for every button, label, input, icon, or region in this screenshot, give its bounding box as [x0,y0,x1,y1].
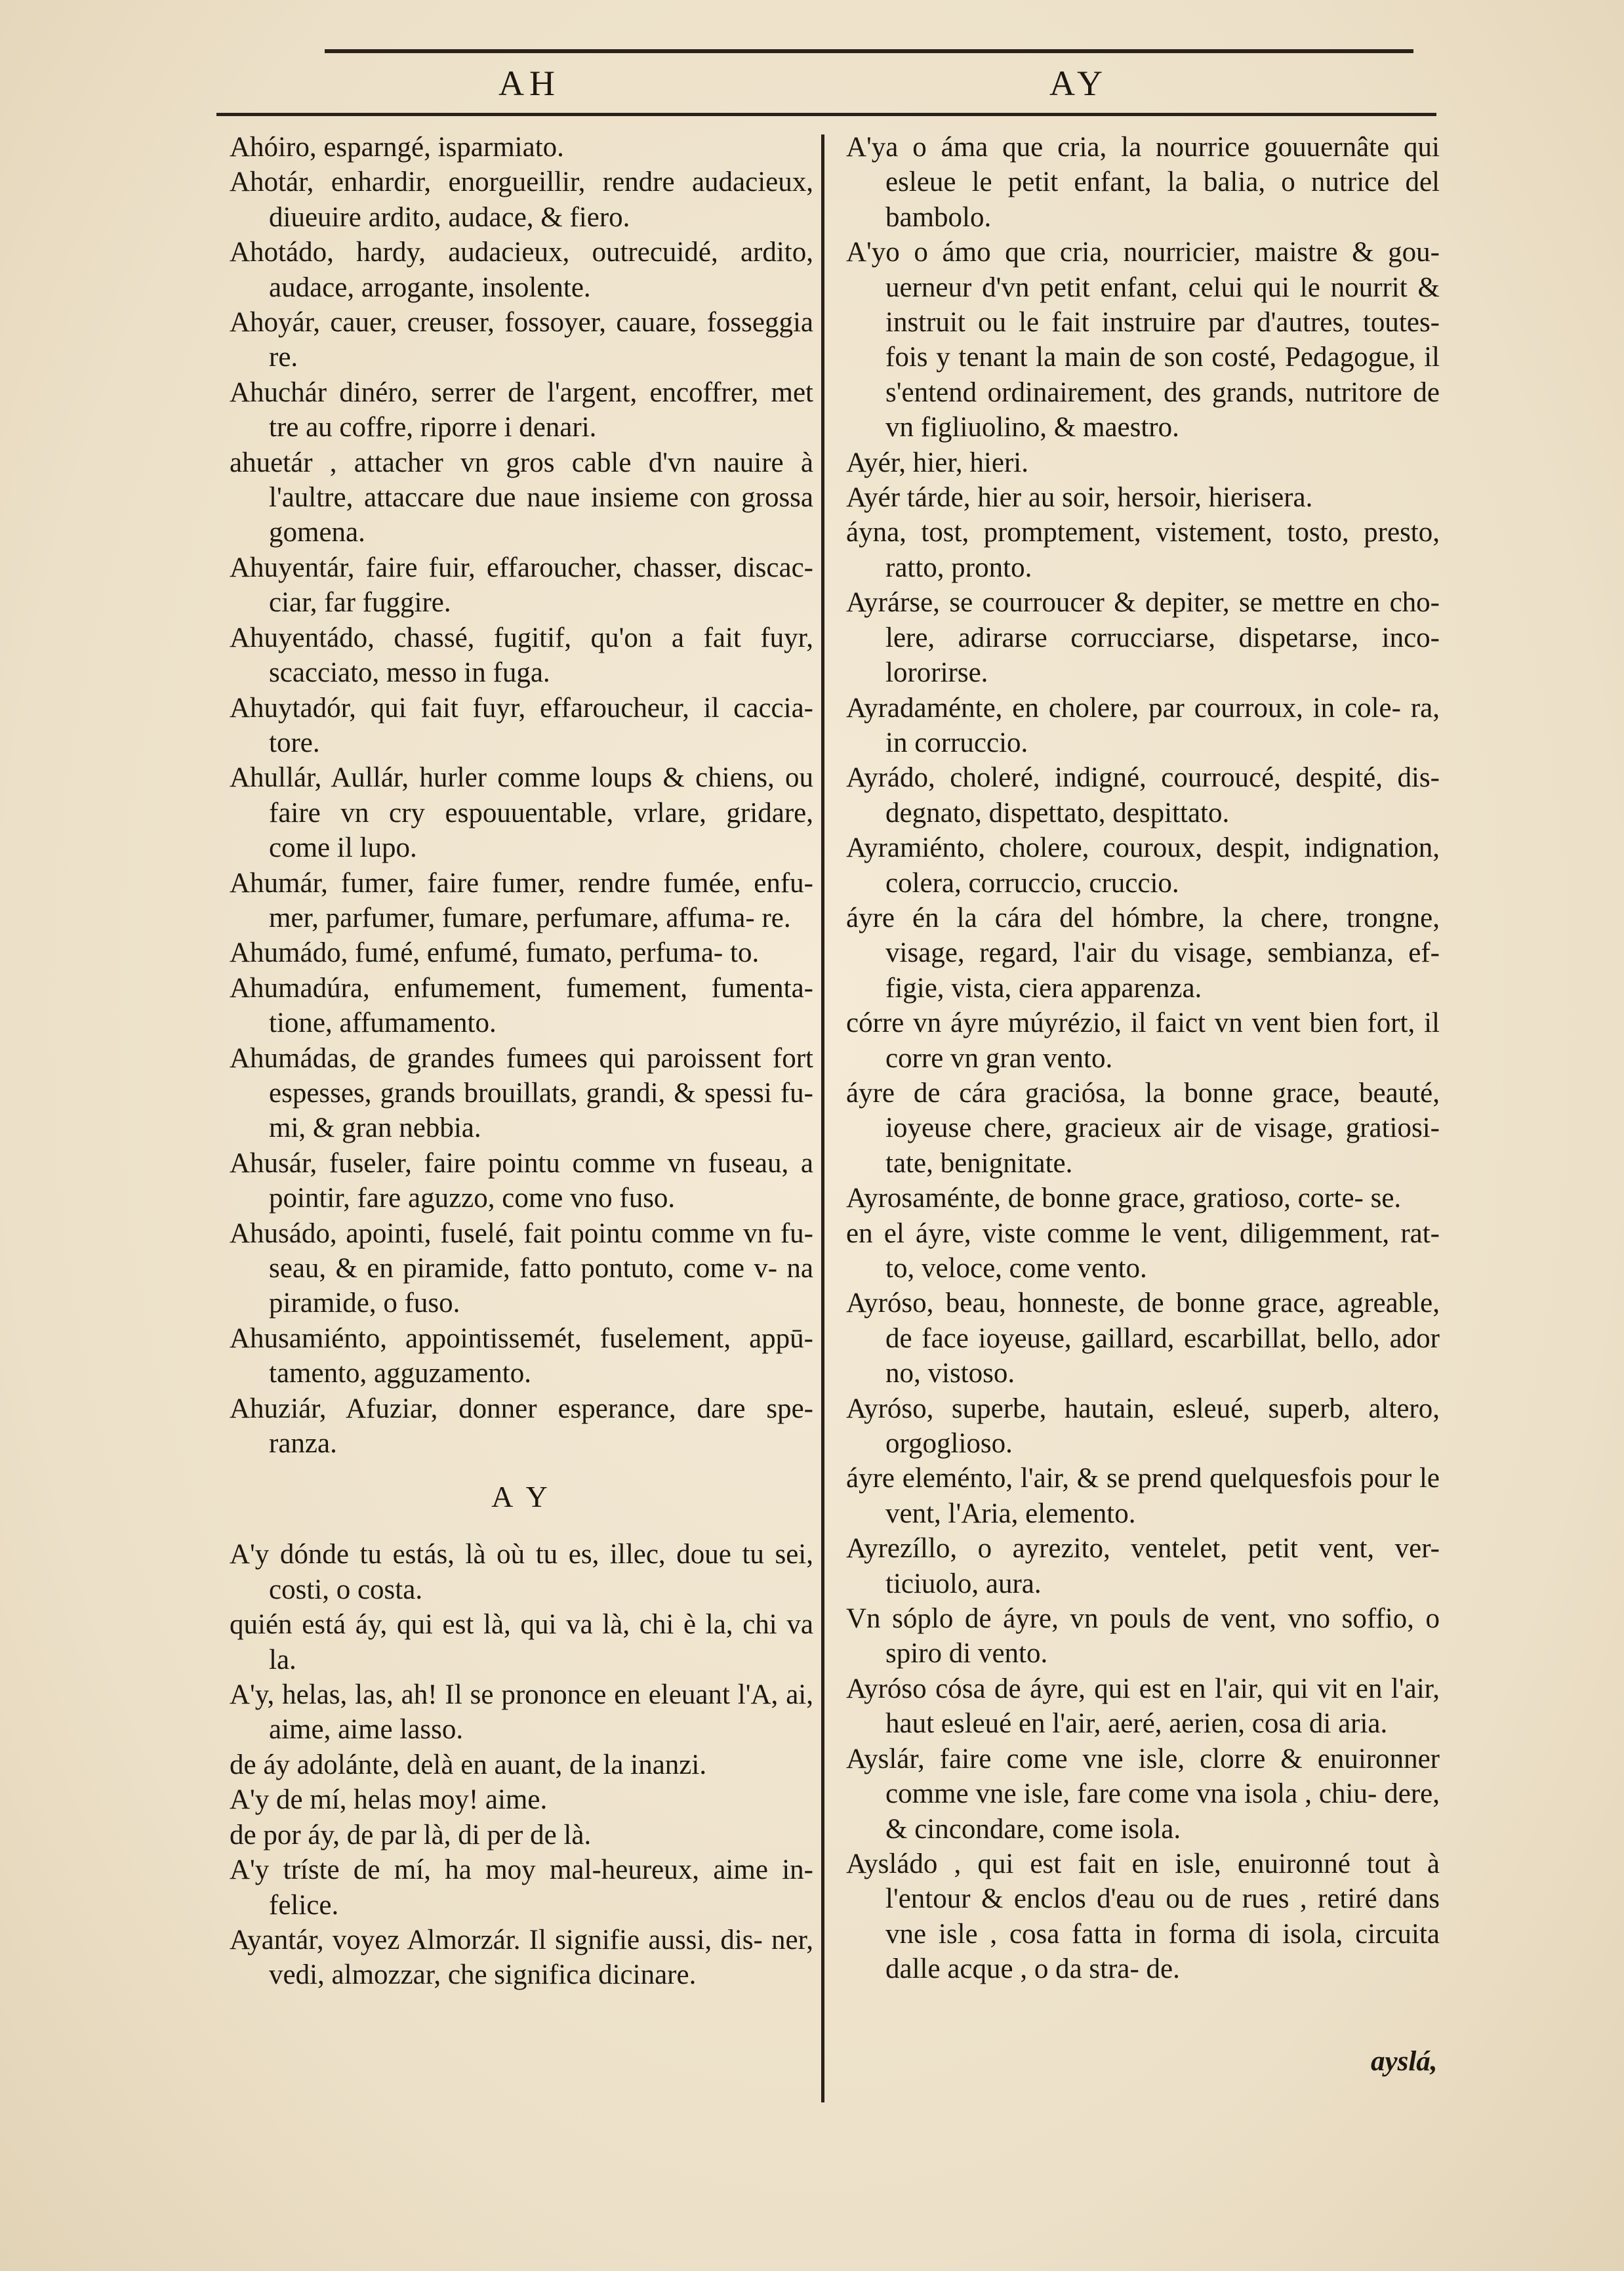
dictionary-entry: A'y tríste de mí, ha moy mal-heureux, aime in- felice. [230,1854,813,1921]
dictionary-entry: Ahotár, enhardir, enorgueillir, rendre audacieux, diueuire ardito, audace, & fiero. [230,167,813,233]
dictionary-entry: A'ya o áma que cria, la nourrice gouuernâte qui esleue le petit enfant, la balia, o nutrice del bambolo. [846,132,1440,233]
dictionary-entry: ahuetár , attacher vn gros cable d'vn nauire à l'aultre, attaccare due naue insieme con grossa gomena. [230,447,813,548]
left-column [230,130,813,1993]
dictionary-entry: Ayróso cósa de áyre, qui est en l'air, qui vit en l'air, haut esleué en l'air, aeré, aerien, cosa di aria. [846,1673,1440,1740]
dictionary-entry: Ahumár, fumer, faire fumer, rendre fumée, enfu- mer, parfumer, fumare, perfumare, affuma- re. [230,867,813,933]
header-rule-top [325,49,1413,53]
dictionary-entry: quién está áy, qui est là, qui va là, chi è la, chi va la. [230,1609,813,1675]
dictionary-entry: A'y dónde tu estás, là où tu es, illec, doue tu sei, costi, o costa. [230,1539,813,1605]
catchword: ayslá, [1371,2046,1438,2077]
dictionary-entry: áyre eleménto, l'air, & se prend quelquesfois pour le vent, l'Aria, elemento. [846,1463,1440,1529]
dictionary-entry: A'yo o ámo que cria, nourricier, maistre & gou- uerneur d'vn petit enfant, celui qui le nourrit & instruit ou le fait instruire par d'autres, toutes- fois y tenant la main de son costé, Pedagogue, il s'entend ordinairement, des grands, nutritore de vn figliuolino, & maestro. [846,237,1440,443]
dictionary-entry: Ahumádo, fumé, enfumé, fumato, perfuma- to. [230,937,760,969]
header-rule-bottom [216,113,1436,116]
dictionary-entry: Ayér tárde, hier au soir, hersoir, hierisera. [846,482,1313,514]
dictionary-entry: Ahotádo, hardy, audacieux, outrecuidé, ardito, audace, arrogante, insolente. [230,237,813,303]
dictionary-entry: Vn sóplo de áyre, vn pouls de vent, vno soffio, o spiro di vento. [846,1603,1440,1669]
dictionary-entry: Ahuchár dinéro, serrer de l'argent, encoffrer, met tre au coffre, riporre i denari. [230,377,813,443]
dictionary-entry: Ayrádo, choleré, indigné, courroucé, despité, dis- degnato, dispettato, despittato. [846,762,1440,829]
dictionary-entry: Ahumadúra, enfumement, fumement, fumenta- tione, affumamento. [230,972,813,1039]
dictionary-entry: Ahuziár, Afuziar, donner esperance, dare spe- ranza. [230,1393,813,1460]
dictionary-entry: Ahuyentádo, chassé, fugitif, qu'on a fait fuyr, scacciato, messo in fuga. [230,622,813,689]
dictionary-entry: Ayróso, superbe, hautain, esleué, superb, altero, orgoglioso. [846,1393,1440,1460]
dictionary-entry: Ahusádo, apointi, fuselé, fait pointu comme vn fu- seau, & en piramide, fatto pontuto, come v- na piramide, o fuso. [230,1217,813,1319]
column-divider [821,134,824,2102]
dictionary-entry: Ayantár, voyez Almorzár. Il signifie aussi, dis- ner, vedi, almozzar, che significa dicinare. [230,1924,813,1991]
dictionary-entry: Ahuytadór, qui fait fuyr, effaroucheur, il caccia- tore. [230,692,813,758]
dictionary-entry: Ayramiénto, cholere, couroux, despit, indignation, colera, corruccio, cruccio. [846,832,1440,899]
dictionary-entry: Ayrárse, se courroucer & depiter, se mettre en cho- lere, adirarse corrucciarse, dispetarse, inco- lororirse. [846,587,1440,689]
dictionary-entry: Ahuyentár, faire fuir, effaroucher, chasser, discac- ciar, far fuggire. [230,552,813,619]
dictionary-entry: en el áyre, viste comme le vent, diligemment, rat- to, veloce, come vento. [846,1217,1440,1284]
dictionary-entry: áyre én la cára del hómbre, la chere, trongne, visage, regard, l'air du visage, sembianza, ef- figie, vista, ciera apparenza. [846,902,1440,1004]
dictionary-entry: áyna, tost, promptement, vistement, tosto, presto, ratto, pronto. [846,517,1440,583]
dictionary-entry: de por áy, de par là, di per de là. [230,1819,592,1851]
dictionary-entry: Ahumádas, de grandes fumees qui paroissent fort espesses, grands brouillats, grandi, & spessi fu- mi, & gran nebbia. [230,1042,813,1144]
right-column [846,130,1440,1987]
dictionary-entry: Ayslár, faire come vne isle, clorre & enuironner comme vne isle, fare come vna isola , chiu- dere, & cincondare, come isola. [846,1743,1440,1845]
dictionary-entry: Ayér, hier, hieri. [846,447,1028,478]
dictionary-entry: Ahullár, Aullár, hurler comme loups & chiens, ou faire vn cry espouuentable, vrlare, gridare, come il lupo. [230,762,813,864]
dictionary-entry: Ayróso, beau, honneste, de bonne grace, agreable, de face ioyeuse, gaillard, escarbillat, bello, ador no, vistoso. [846,1288,1440,1389]
dictionary-entry: Ahusamiénto, appointissemét, fuselement, appū- tamento, agguzamento. [230,1322,813,1389]
section-heading: A Y [491,1480,552,1514]
dictionary-entry: A'y de mí, helas moy! aime. [230,1784,548,1816]
dictionary-entry: Ahóiro, esparngé, isparmiato. [230,132,564,163]
dictionary-entry: Ahusár, fuseler, faire pointu comme vn fuseau, a pointir, fare aguzzo, come vno fuso. [230,1147,813,1214]
dictionary-entry: Ayrosaménte, de bonne grace, gratioso, corte- se. [846,1183,1402,1214]
dictionary-entry: Aysládo , qui est fait en isle, enuironné tout à l'entour & enclos d'eau ou de rues , retiré dans vne isle , cosa fatta in forma di isola, circuita dalle acque , o da stra- de. [846,1848,1440,1985]
dictionary-entry: A'y, helas, las, ah! Il se prononce en eleuant l'A, ai, aime, aime lasso. [230,1679,813,1746]
running-head-left: AH [498,64,560,103]
running-head-right: AY [1049,64,1108,103]
dictionary-entry: áyre de cára graciósa, la bonne grace, beauté, ioyeuse chere, gracieux air de visage, gratiosi- tate, benignitate. [846,1077,1440,1179]
dictionary-entry: Ayrezíllo, o ayrezito, ventelet, petit vent, ver- ticiuolo, aura. [846,1533,1440,1599]
dictionary-entry: de áy adolánte, delà en auant, de la inanzi. [230,1749,707,1780]
dictionary-entry: córre vn áyre múyrézio, il faict vn vent bien fort, il corre vn gran vento. [846,1008,1440,1074]
dictionary-entry: Ayradaménte, en cholere, par courroux, in cole- ra, in corruccio. [846,692,1440,758]
dictionary-entry: Ahoyár, cauer, creuser, fossoyer, cauare, fosseggia re. [230,307,813,373]
